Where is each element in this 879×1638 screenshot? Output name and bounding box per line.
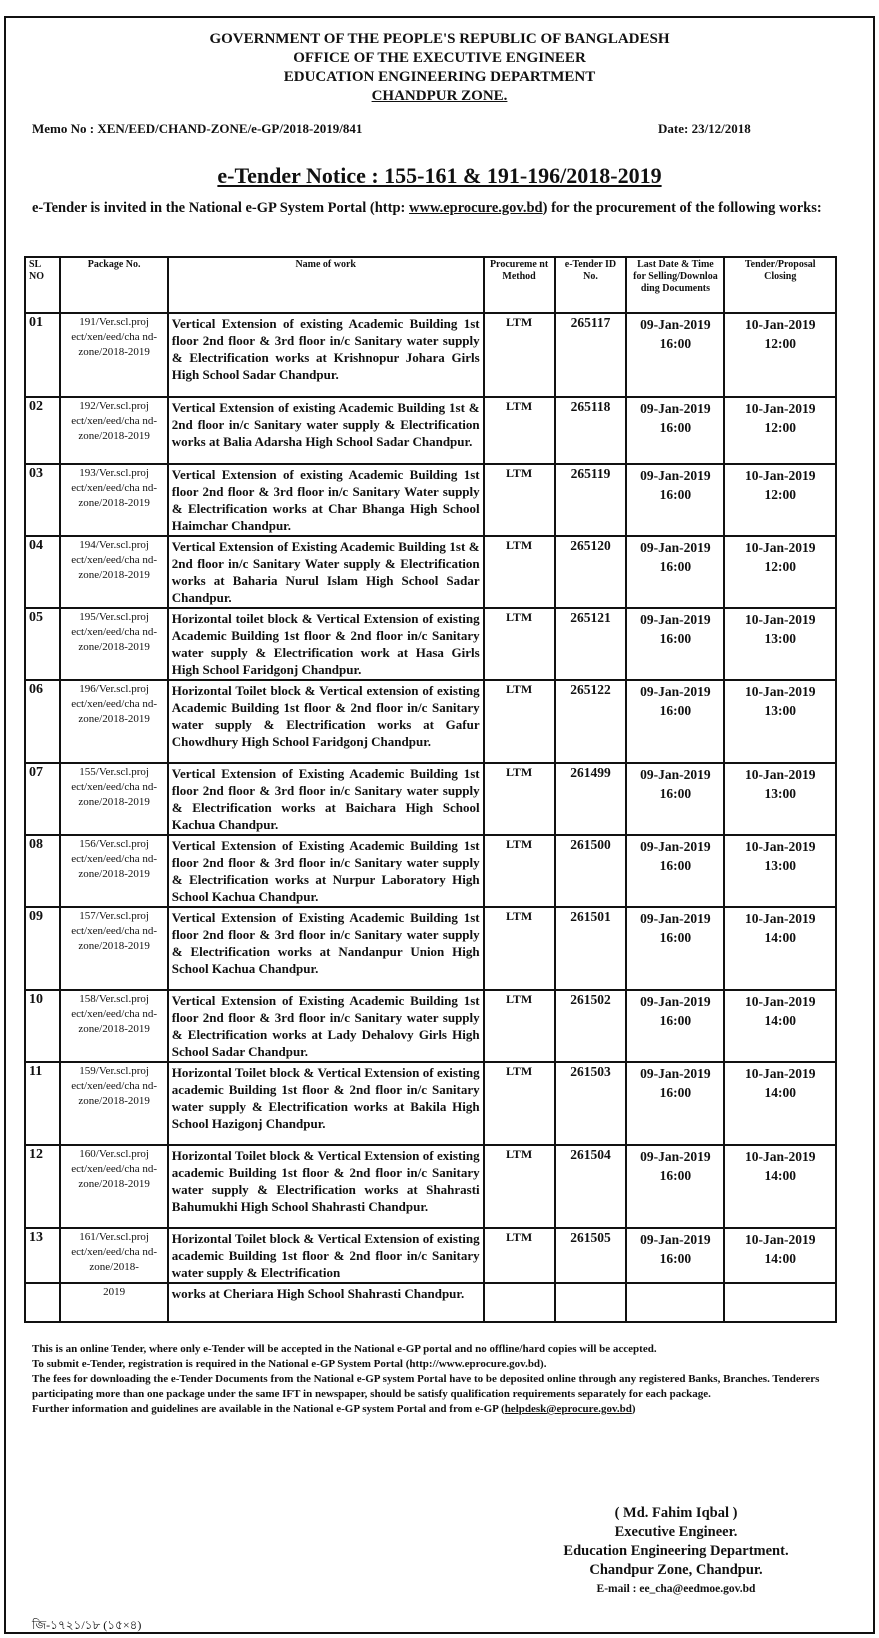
procurement-method: LTM bbox=[484, 1145, 555, 1228]
last-date-time-date: 09-Jan-2019 bbox=[640, 684, 711, 699]
closing-date-time-date: 10-Jan-2019 bbox=[744, 468, 816, 483]
closing-date-time-time: 12:00 bbox=[764, 336, 796, 351]
note-fees: The fees for downloading the e-Tender Documents from the National e-GP system Portal have to be deposited online through any registered Banks, Branches. Tenderers participating more than one package under the same IFT in newspaper, should be satisfy qualification requirements separately for each package. bbox=[32, 1373, 820, 1400]
last-date-time-time: 16:00 bbox=[659, 1251, 692, 1266]
closing-date-time-time: 14:00 bbox=[764, 1085, 796, 1100]
note-further-info bbox=[32, 1402, 870, 1417]
last-date-time-time: 16:00 bbox=[659, 1168, 692, 1183]
serial-number: 06 bbox=[25, 680, 60, 763]
header-office: OFFICE OF THE EXECUTIVE ENGINEER bbox=[293, 50, 586, 66]
closing-date-time-date: 10-Jan-2019 bbox=[744, 767, 816, 782]
last-date-time bbox=[626, 1062, 724, 1145]
header-zone-text: CHANDPUR ZONE. bbox=[371, 88, 508, 104]
closing-date-time bbox=[724, 1145, 836, 1228]
work-name: Vertical Extension of existing Academic Building 1st floor 2nd floor & 3rd floor in/c Sanitary water supply & Electrification works at Krishnopur Johara Girls High School Sadar Chandpur. bbox=[168, 313, 484, 397]
package-number: 161/Ver.scl.proj ect/xen/eed/cha nd-zone/2018- bbox=[60, 1228, 167, 1283]
last-date-time-time: 16:00 bbox=[659, 559, 692, 574]
work-name: Horizontal Toilet block & Vertical Extension of existing academic Building 1st floor & 2nd floor in/c Sanitary water supply & Electrification bbox=[168, 1228, 484, 1283]
serial-number: 11 bbox=[25, 1062, 60, 1145]
last-date-time-time: 16:00 bbox=[659, 487, 692, 502]
procurement-method: LTM bbox=[484, 680, 555, 763]
closing-date-time bbox=[724, 1283, 836, 1322]
tender-id: 265117 bbox=[555, 313, 627, 397]
note-online: This is an online Tender, where only e-Tender will be accepted in the National e-GP portal and no offline/hard copies will be accepted. bbox=[32, 1343, 657, 1355]
tender-id: 261503 bbox=[555, 1062, 627, 1145]
last-date-time-date: 09-Jan-2019 bbox=[640, 540, 711, 555]
col-package: Package No. bbox=[60, 257, 167, 313]
table-row bbox=[25, 1228, 836, 1283]
last-date-time bbox=[626, 1228, 724, 1283]
table-row bbox=[25, 464, 836, 536]
table-row bbox=[25, 608, 836, 680]
work-name: Horizontal toilet block & Vertical Extension of existing Academic Building 1st floor & 2nd floor in/c Sanitary water supply & Electrification work at Hasa Girls High School Faridgonj Chandpur. bbox=[168, 608, 484, 680]
last-date-time-date: 09-Jan-2019 bbox=[640, 911, 711, 926]
closing-date-time bbox=[724, 835, 836, 907]
closing-date-time bbox=[724, 313, 836, 397]
closing-date-time-time: 13:00 bbox=[764, 631, 796, 646]
work-name: Horizontal Toilet block & Vertical Extension of existing academic Building 1st floor & 2nd floor in/c Sanitary water supply & Electrification works at Bakila High School Hazigonj Chandpur. bbox=[168, 1062, 484, 1145]
closing-date-time bbox=[724, 763, 836, 835]
signature-block bbox=[516, 1504, 836, 1599]
intro-text-before: e-Tender is invited in the National e-GP System Portal (http: bbox=[32, 200, 409, 216]
package-number: 193/Ver.scl.proj ect/xen/eed/cha nd-zone/2018-2019 bbox=[60, 464, 167, 536]
closing-date-time bbox=[724, 1228, 836, 1283]
closing-date-time-time: 12:00 bbox=[764, 559, 796, 574]
closing-date-time-date: 10-Jan-2019 bbox=[744, 540, 816, 555]
package-number: 156/Ver.scl.proj ect/xen/eed/cha nd-zone/2018-2019 bbox=[60, 835, 167, 907]
table-row bbox=[25, 907, 836, 990]
table-row bbox=[25, 1283, 836, 1322]
signatory-name: ( Md. Fahim Iqbal ) bbox=[614, 1505, 738, 1521]
col-sl: SL NO bbox=[25, 257, 60, 313]
last-date-time-date: 09-Jan-2019 bbox=[640, 317, 711, 332]
closing-date-time bbox=[724, 680, 836, 763]
last-date-time-time: 16:00 bbox=[659, 1013, 692, 1028]
work-name: Vertical Extension of Existing Academic Building 1st floor 2nd floor & 3rd floor in/c Sanitary water supply & Electrification works at Nandanpur Union High School Kachua Chandpur. bbox=[168, 907, 484, 990]
package-number: 157/Ver.scl.proj ect/xen/eed/cha nd-zone/2018-2019 bbox=[60, 907, 167, 990]
closing-date-time-date: 10-Jan-2019 bbox=[744, 1149, 816, 1164]
closing-date-time-date: 10-Jan-2019 bbox=[744, 1232, 816, 1247]
last-date-time-date: 09-Jan-2019 bbox=[640, 401, 711, 416]
tender-id: 261504 bbox=[555, 1145, 627, 1228]
signatory-department: Education Engineering Department. bbox=[563, 1543, 789, 1559]
last-date-time bbox=[626, 464, 724, 536]
note-registration: To submit e-Tender, registration is required in the National e-GP System Portal (http://www.eprocure.gov.bd). bbox=[32, 1358, 547, 1370]
package-number: 159/Ver.scl.proj ect/xen/eed/cha nd-zone/2018-2019 bbox=[60, 1062, 167, 1145]
procurement-method: LTM bbox=[484, 536, 555, 608]
tender-id bbox=[555, 1283, 627, 1322]
package-number: 195/Ver.scl.proj ect/xen/eed/cha nd-zone/2018-2019 bbox=[60, 608, 167, 680]
tender-id: 261505 bbox=[555, 1228, 627, 1283]
intro-paragraph bbox=[32, 199, 852, 218]
last-date-time-time: 16:00 bbox=[659, 703, 692, 718]
signatory-designation: Executive Engineer. bbox=[614, 1524, 738, 1540]
last-date-time-date: 09-Jan-2019 bbox=[640, 612, 711, 627]
procurement-method: LTM bbox=[484, 313, 555, 397]
tender-id: 261502 bbox=[555, 990, 627, 1062]
notes bbox=[32, 1342, 870, 1417]
closing-date-time-date: 10-Jan-2019 bbox=[744, 684, 816, 699]
tender-id: 265122 bbox=[555, 680, 627, 763]
package-number: 160/Ver.scl.proj ect/xen/eed/cha nd-zone/2018-2019 bbox=[60, 1145, 167, 1228]
closing-date-time-time: 14:00 bbox=[764, 1251, 796, 1266]
package-number: 194/Ver.scl.proj ect/xen/eed/cha nd-zone/2018-2019 bbox=[60, 536, 167, 608]
closing-date-time bbox=[724, 907, 836, 990]
closing-date-time-date: 10-Jan-2019 bbox=[744, 317, 816, 332]
table-row bbox=[25, 835, 836, 907]
table-row bbox=[25, 536, 836, 608]
last-date-time bbox=[626, 680, 724, 763]
closing-date-time bbox=[724, 990, 836, 1062]
closing-date-time-date: 10-Jan-2019 bbox=[744, 401, 816, 416]
serial-number: 01 bbox=[25, 313, 60, 397]
work-name: Vertical Extension of Existing Academic Building 1st & 2nd floor in/c Sanitary Water supply & Electrification works at Baharia Nurul Islam High School Sadar Chandpur. bbox=[168, 536, 484, 608]
closing-date-time-time: 13:00 bbox=[764, 858, 796, 873]
memo-number: Memo No : XEN/EED/CHAND-ZONE/e-GP/2018-2019/841 bbox=[32, 121, 363, 136]
procurement-method: LTM bbox=[484, 763, 555, 835]
closing-date-time-time: 13:00 bbox=[764, 786, 796, 801]
tender-id: 265121 bbox=[555, 608, 627, 680]
last-date-time bbox=[626, 536, 724, 608]
serial-number: 08 bbox=[25, 835, 60, 907]
tender-id: 265119 bbox=[555, 464, 627, 536]
package-number: 2019 bbox=[60, 1283, 167, 1322]
work-name: Vertical Extension of Existing Academic Building 1st floor 2nd floor & 3rd floor in/c Sanitary water supply & Electrification works at Baichara High School Kachua Chandpur. bbox=[168, 763, 484, 835]
last-date-time bbox=[626, 313, 724, 397]
procurement-method: LTM bbox=[484, 464, 555, 536]
last-date-time bbox=[626, 907, 724, 990]
closing-date-time-date: 10-Jan-2019 bbox=[744, 994, 816, 1009]
closing-date-time-time: 13:00 bbox=[764, 703, 796, 718]
table-row bbox=[25, 763, 836, 835]
eprocure-link[interactable]: www.eprocure.gov.bd bbox=[409, 200, 543, 216]
header-zone bbox=[0, 87, 879, 106]
closing-date-time-date: 10-Jan-2019 bbox=[744, 911, 816, 926]
table-row bbox=[25, 1062, 836, 1145]
procurement-method: LTM bbox=[484, 1228, 555, 1283]
procurement-method: LTM bbox=[484, 835, 555, 907]
work-name: works at Cheriara High School Shahrasti Chandpur. bbox=[168, 1283, 484, 1322]
last-date-time bbox=[626, 835, 724, 907]
package-number: 158/Ver.scl.proj ect/xen/eed/cha nd-zone/2018-2019 bbox=[60, 990, 167, 1062]
procurement-method: LTM bbox=[484, 907, 555, 990]
closing-date-time bbox=[724, 397, 836, 464]
serial-number: 09 bbox=[25, 907, 60, 990]
work-name: Vertical Extension of Existing Academic Building 1st floor 2nd floor & 3rd floor in/c Sanitary water supply & Electrification works at Nurpur Laboratory High School Kachua Chandpur. bbox=[168, 835, 484, 907]
serial-number: 02 bbox=[25, 397, 60, 464]
procurement-method: LTM bbox=[484, 608, 555, 680]
tender-id: 265118 bbox=[555, 397, 627, 464]
last-date-time-date: 09-Jan-2019 bbox=[640, 1149, 711, 1164]
tender-id: 261500 bbox=[555, 835, 627, 907]
tender-id: 265120 bbox=[555, 536, 627, 608]
signatory-zone: Chandpur Zone, Chandpur. bbox=[589, 1562, 763, 1578]
col-tender-id: e-Tender ID No. bbox=[555, 257, 627, 313]
notice-title: e-Tender Notice : 155-161 & 191-196/2018-2019 bbox=[217, 163, 662, 188]
header-government: GOVERNMENT OF THE PEOPLE'S REPUBLIC OF BANGLADESH bbox=[209, 31, 670, 47]
last-date-time-date: 09-Jan-2019 bbox=[640, 994, 711, 1009]
package-number: 192/Ver.scl.proj ect/xen/eed/cha nd-zone/2018-2019 bbox=[60, 397, 167, 464]
table-row bbox=[25, 680, 836, 763]
closing-date-time bbox=[724, 464, 836, 536]
last-date-time-time: 16:00 bbox=[659, 336, 692, 351]
signatory-email: E-mail : ee_cha@eedmoe.gov.bd bbox=[596, 1583, 756, 1595]
work-name: Vertical Extension of existing Academic Building 1st floor 2nd floor & 3rd floor in/c Sanitary Water supply & Electrification works at Char Bhanga High School Haimchar Chandpur. bbox=[168, 464, 484, 536]
serial-number bbox=[25, 1283, 60, 1322]
last-date-time-date: 09-Jan-2019 bbox=[640, 1066, 711, 1081]
last-date-time-date: 09-Jan-2019 bbox=[640, 839, 711, 854]
col-method: Procureme nt Method bbox=[484, 257, 555, 313]
closing-date-time-date: 10-Jan-2019 bbox=[744, 839, 816, 854]
col-last-date: Last Date & Time for Selling/Downloa ding Documents bbox=[626, 257, 724, 313]
last-date-time-time: 16:00 bbox=[659, 1085, 692, 1100]
tender-id: 261501 bbox=[555, 907, 627, 990]
procurement-method: LTM bbox=[484, 990, 555, 1062]
table-row bbox=[25, 313, 836, 397]
table-row bbox=[25, 1145, 836, 1228]
work-name: Vertical Extension of existing Academic Building 1st & 2nd floor in/c Sanitary water supply & Electrification works at Balia Adarsha High School Sadar Chandpur. bbox=[168, 397, 484, 464]
last-date-time bbox=[626, 763, 724, 835]
package-number: 155/Ver.scl.proj ect/xen/eed/cha nd-zone/2018-2019 bbox=[60, 763, 167, 835]
last-date-time bbox=[626, 608, 724, 680]
serial-number: 04 bbox=[25, 536, 60, 608]
closing-date-time-time: 14:00 bbox=[764, 930, 796, 945]
col-name: Name of work bbox=[168, 257, 484, 313]
serial-number: 03 bbox=[25, 464, 60, 536]
intro-text-after: ) for the procurement of the following works: bbox=[542, 200, 822, 216]
last-date-time bbox=[626, 1283, 724, 1322]
helpdesk-email-link[interactable]: helpdesk@eprocure.gov.bd bbox=[504, 1403, 632, 1415]
procurement-method: LTM bbox=[484, 1062, 555, 1145]
header-department: EDUCATION ENGINEERING DEPARTMENT bbox=[283, 69, 596, 85]
footer-code: জি-১৭২১/১৮ (১৫×৪) bbox=[32, 1618, 142, 1632]
work-name: Horizontal Toilet block & Vertical extension of existing Academic Building 1st floor & 2nd floor in/c Sanitary water supply & Electrification works at Gafur Chowdhury High School Faridgonj Chandpur. bbox=[168, 680, 484, 763]
last-date-time bbox=[626, 1145, 724, 1228]
last-date-time-time: 16:00 bbox=[659, 930, 692, 945]
last-date-time-date: 09-Jan-2019 bbox=[640, 468, 711, 483]
work-name: Vertical Extension of Existing Academic Building 1st floor 2nd floor & 3rd floor in/c Sanitary water supply & Electrification works at Lady Dehalovy Girls High School Sadar Chandpur. bbox=[168, 990, 484, 1062]
last-date-time-time: 16:00 bbox=[659, 858, 692, 873]
last-date-time bbox=[626, 990, 724, 1062]
closing-date-time-time: 14:00 bbox=[764, 1168, 796, 1183]
last-date-time-date: 09-Jan-2019 bbox=[640, 1232, 711, 1247]
last-date-time-time: 16:00 bbox=[659, 631, 692, 646]
closing-date-time bbox=[724, 536, 836, 608]
procurement-method: LTM bbox=[484, 397, 555, 464]
work-name: Horizontal Toilet block & Vertical Extension of existing academic Building 1st floor & 2nd floor in/c Sanitary water supply & Electrification works at Shahrasti Bahumukhi High School Shahrasti Chandpur. bbox=[168, 1145, 484, 1228]
notice-date: Date: 23/12/2018 bbox=[658, 121, 751, 136]
serial-number: 13 bbox=[25, 1228, 60, 1283]
closing-date-time-date: 10-Jan-2019 bbox=[744, 1066, 816, 1081]
last-date-time-date: 09-Jan-2019 bbox=[640, 767, 711, 782]
col-closing: Tender/Proposal Closing bbox=[724, 257, 836, 313]
tender-id: 261499 bbox=[555, 763, 627, 835]
package-number: 191/Ver.scl.proj ect/xen/eed/cha nd-zone/2018-2019 bbox=[60, 313, 167, 397]
serial-number: 12 bbox=[25, 1145, 60, 1228]
closing-date-time-time: 14:00 bbox=[764, 1013, 796, 1028]
note-further-after: ) bbox=[631, 1403, 636, 1415]
serial-number: 07 bbox=[25, 763, 60, 835]
procurement-method bbox=[484, 1283, 555, 1322]
table-header-row bbox=[25, 257, 836, 313]
closing-date-time-time: 12:00 bbox=[764, 487, 796, 502]
closing-date-time bbox=[724, 608, 836, 680]
table-row bbox=[25, 397, 836, 464]
closing-date-time bbox=[724, 1062, 836, 1145]
closing-date-time-time: 12:00 bbox=[764, 420, 796, 435]
table-row bbox=[25, 990, 836, 1062]
last-date-time-time: 16:00 bbox=[659, 786, 692, 801]
serial-number: 05 bbox=[25, 608, 60, 680]
closing-date-time-date: 10-Jan-2019 bbox=[744, 612, 816, 627]
serial-number: 10 bbox=[25, 990, 60, 1062]
note-further-before: Further information and guidelines are available in the National e-GP system Portal and from e-GP ( bbox=[32, 1403, 505, 1415]
tender-table bbox=[24, 256, 837, 1323]
package-number: 196/Ver.scl.proj ect/xen/eed/cha nd-zone/2018-2019 bbox=[60, 680, 167, 763]
last-date-time bbox=[626, 397, 724, 464]
last-date-time-time: 16:00 bbox=[659, 420, 692, 435]
